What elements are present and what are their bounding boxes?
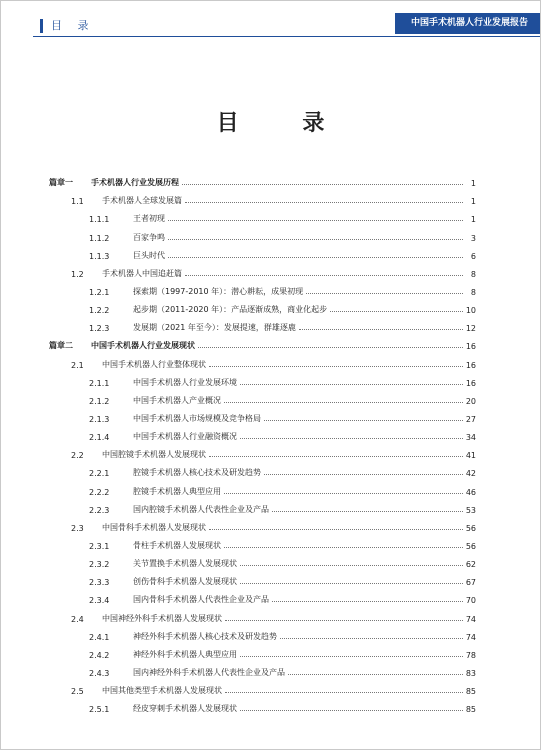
toc-entry[interactable] — [49, 206, 476, 224]
toc-entry-title: 中国腔镜手术机器人发展现状 — [102, 450, 206, 460]
toc-entry-title: 手术机器人中国追赶篇 — [102, 268, 182, 278]
toc-entry-number: 2.3 — [71, 523, 84, 533]
toc-entry[interactable] — [49, 261, 476, 279]
toc-leader-dots — [240, 583, 463, 584]
toc-entry-title: 探索期（1997-2010 年）：潜心耕耘，成果初现 — [133, 286, 304, 296]
toc-entry-title: 王者初现 — [133, 214, 165, 224]
toc-entry[interactable] — [49, 642, 476, 660]
toc-entry-title: 国内骨科手术机器人代表性企业及产品 — [133, 595, 269, 605]
toc-entry-number: 2.1.4 — [89, 433, 110, 443]
table-of-contents — [49, 170, 476, 714]
toc-entry-number: 篇章一 — [49, 178, 73, 188]
toc-entry[interactable] — [49, 370, 476, 388]
toc-entry[interactable] — [49, 605, 476, 623]
toc-entry-number: 2.4.1 — [89, 632, 110, 642]
toc-entry-number: 2.1.1 — [89, 378, 110, 388]
toc-entry[interactable] — [49, 243, 476, 261]
toc-leader-dots — [240, 710, 463, 711]
toc-entry[interactable] — [49, 315, 476, 333]
toc-entry[interactable] — [49, 660, 476, 678]
toc-entry-page: 16 — [465, 378, 476, 388]
toc-entry-number: 2.5 — [71, 687, 84, 697]
toc-entry-page: 41 — [465, 451, 476, 461]
toc-entry-page: 3 — [470, 233, 476, 243]
toc-entry-title: 关节置换手术机器人发展现状 — [133, 559, 237, 569]
toc-entry-page: 8 — [470, 269, 476, 279]
toc-entry[interactable] — [49, 515, 476, 533]
toc-entry-page: 16 — [465, 360, 476, 370]
toc-entry-title: 中国手术机器人行业发展现状 — [91, 341, 195, 351]
toc-entry[interactable] — [49, 551, 476, 569]
toc-leader-dots — [272, 511, 463, 512]
toc-leader-dots — [330, 311, 463, 312]
toc-entry-page: 85 — [465, 687, 476, 697]
toc-leader-dots — [224, 493, 463, 494]
toc-entry-title: 经皮穿刺手术机器人发展现状 — [133, 704, 237, 714]
toc-entry-number: 2.2.2 — [89, 487, 110, 497]
toc-leader-dots — [240, 384, 463, 385]
toc-entry-title: 手术机器人全球发展篇 — [102, 196, 182, 206]
toc-entry-page: 16 — [465, 342, 476, 352]
toc-entry-title: 发展期（2021 年至今）：发展提速，群雄逐鹿 — [133, 323, 296, 333]
header-accent-bar — [40, 19, 43, 33]
toc-entry[interactable] — [49, 388, 476, 406]
toc-entry[interactable] — [49, 442, 476, 460]
toc-entry-page: 46 — [465, 487, 476, 497]
toc-entry-number: 篇章二 — [49, 341, 73, 351]
toc-entry-page: 78 — [465, 650, 476, 660]
toc-entry-title: 中国手术机器人市场规模及竞争格局 — [133, 413, 261, 423]
toc-entry-number: 1.1 — [71, 197, 84, 207]
toc-leader-dots — [198, 347, 463, 348]
toc-leader-dots — [280, 638, 463, 639]
toc-entry-number: 1.2.3 — [89, 324, 110, 334]
toc-entry[interactable] — [49, 460, 476, 478]
toc-entry-number: 2.1 — [71, 360, 84, 370]
header-section-label: 目 录 — [51, 19, 95, 32]
toc-entry-title: 骨柱手术机器人发展现状 — [133, 540, 221, 550]
header-report-title: 中国手术机器人行业发展报告 — [395, 13, 540, 34]
toc-entry-page: 27 — [465, 414, 476, 424]
toc-entry-title: 神经外科手术机器人核心技术及研发趋势 — [133, 631, 277, 641]
toc-entry[interactable] — [49, 533, 476, 551]
toc-entry-page: 6 — [470, 251, 476, 261]
toc-entry-page: 67 — [465, 578, 476, 588]
toc-leader-dots — [264, 420, 463, 421]
toc-entry-number: 2.3.2 — [89, 560, 110, 570]
toc-entry-page: 20 — [465, 396, 476, 406]
toc-leader-dots — [224, 402, 463, 403]
toc-entry-page: 53 — [465, 505, 476, 515]
toc-entry-number: 2.4.2 — [89, 650, 110, 660]
toc-entry-title: 中国其他类型手术机器人发展现状 — [102, 686, 222, 696]
toc-entry-page: 85 — [465, 705, 476, 715]
toc-leader-dots — [264, 474, 463, 475]
toc-leader-dots — [209, 366, 463, 367]
toc-entry[interactable] — [49, 497, 476, 515]
toc-leader-dots — [240, 438, 463, 439]
toc-leader-dots — [168, 220, 463, 221]
toc-leader-dots — [272, 601, 463, 602]
toc-entry-title: 国内腔镜手术机器人代表性企业及产品 — [133, 504, 269, 514]
toc-entry-number: 2.4 — [71, 614, 84, 624]
toc-leader-dots — [306, 293, 463, 294]
toc-entry-title: 中国手术机器人行业融资概况 — [133, 432, 237, 442]
toc-entry-number: 1.1.2 — [89, 233, 110, 243]
toc-leader-dots — [185, 275, 463, 276]
toc-leader-dots — [288, 674, 463, 675]
toc-entry[interactable] — [49, 587, 476, 605]
toc-leader-dots — [209, 456, 463, 457]
toc-entry-page: 42 — [465, 469, 476, 479]
toc-entry-page: 34 — [465, 433, 476, 443]
toc-entry[interactable] — [49, 297, 476, 315]
toc-leader-dots — [185, 202, 463, 203]
toc-entry[interactable] — [49, 678, 476, 696]
toc-leader-dots — [299, 329, 463, 330]
toc-entry-page: 8 — [470, 287, 476, 297]
toc-entry-number: 1.2 — [71, 269, 84, 279]
toc-entry-page: 1 — [470, 197, 476, 207]
toc-entry[interactable] — [49, 424, 476, 442]
toc-entry[interactable] — [49, 406, 476, 424]
toc-entry-title: 神经外科手术机器人典型应用 — [133, 649, 237, 659]
toc-entry[interactable] — [49, 351, 476, 369]
toc-entry-number: 1.2.2 — [89, 306, 110, 316]
toc-entry-title: 中国手术机器人行业发展环境 — [133, 377, 237, 387]
toc-entry-number: 2.5.1 — [89, 705, 110, 715]
toc-entry-number: 2.4.3 — [89, 668, 110, 678]
toc-entry-title: 国内神经外科手术机器人代表性企业及产品 — [133, 667, 285, 677]
toc-entry-number: 2.3.4 — [89, 596, 110, 606]
toc-leader-dots — [168, 257, 463, 258]
toc-entry-title: 中国骨科手术机器人发展现状 — [102, 522, 206, 532]
toc-entry-title: 手术机器人行业发展历程 — [91, 178, 179, 188]
toc-leader-dots — [168, 239, 463, 240]
toc-entry-page: 83 — [465, 668, 476, 678]
toc-entry[interactable] — [49, 333, 476, 351]
toc-entry-number: 2.2.3 — [89, 505, 110, 515]
toc-entry[interactable] — [49, 569, 476, 587]
toc-entry-number: 2.1.3 — [89, 414, 110, 424]
toc-entry-page: 70 — [465, 596, 476, 606]
header-rule — [33, 36, 540, 37]
toc-leader-dots — [225, 692, 463, 693]
toc-leader-dots — [225, 620, 463, 621]
toc-entry[interactable] — [49, 478, 476, 496]
toc-entry-page: 74 — [465, 632, 476, 642]
toc-entry-title: 巨头时代 — [133, 250, 165, 260]
toc-entry-page: 74 — [465, 614, 476, 624]
toc-entry[interactable] — [49, 170, 476, 188]
toc-entry-number: 2.3.1 — [89, 541, 110, 551]
toc-leader-dots — [182, 184, 463, 185]
toc-entry-number: 1.1.3 — [89, 251, 110, 261]
toc-leader-dots — [240, 656, 463, 657]
toc-entry-number: 2.3.3 — [89, 578, 110, 588]
toc-leader-dots — [240, 565, 463, 566]
toc-entry[interactable] — [49, 188, 476, 206]
toc-entry-number: 1.1.1 — [89, 215, 110, 225]
toc-entry-page: 12 — [465, 324, 476, 334]
toc-entry-page: 56 — [465, 541, 476, 551]
toc-entry-number: 2.2 — [71, 451, 84, 461]
toc-entry-title: 起步期（2011-2020 年）：产品逐渐成熟，商业化起步 — [133, 305, 328, 315]
toc-leader-dots — [224, 547, 463, 548]
toc-entry[interactable] — [49, 624, 476, 642]
toc-entry[interactable] — [49, 696, 476, 714]
toc-entry[interactable] — [49, 279, 476, 297]
toc-entry-title: 中国神经外科手术机器人发展现状 — [102, 613, 222, 623]
toc-entry-title: 创伤骨科手术机器人发展现状 — [133, 577, 237, 587]
toc-entry-page: 56 — [465, 523, 476, 533]
toc-entry-page: 1 — [470, 215, 476, 225]
toc-entry-page: 62 — [465, 560, 476, 570]
toc-entry-number: 1.2.1 — [89, 287, 110, 297]
toc-entry-title: 腔镜手术机器人典型应用 — [133, 486, 221, 496]
toc-entry-page: 10 — [465, 306, 476, 316]
toc-entry-title: 百家争鸣 — [133, 232, 165, 242]
toc-entry-number: 2.2.1 — [89, 469, 110, 479]
toc-entry-title: 中国手术机器人行业整体现状 — [102, 359, 206, 369]
toc-entry-title: 中国手术机器人产业概况 — [133, 395, 221, 405]
page-title: 目 录 — [216, 111, 353, 136]
toc-entry-page: 1 — [470, 179, 476, 189]
toc-entry[interactable] — [49, 224, 476, 242]
toc-entry-title: 腔镜手术机器人核心技术及研发趋势 — [133, 468, 261, 478]
toc-entry-number: 2.1.2 — [89, 396, 110, 406]
toc-leader-dots — [209, 529, 463, 530]
